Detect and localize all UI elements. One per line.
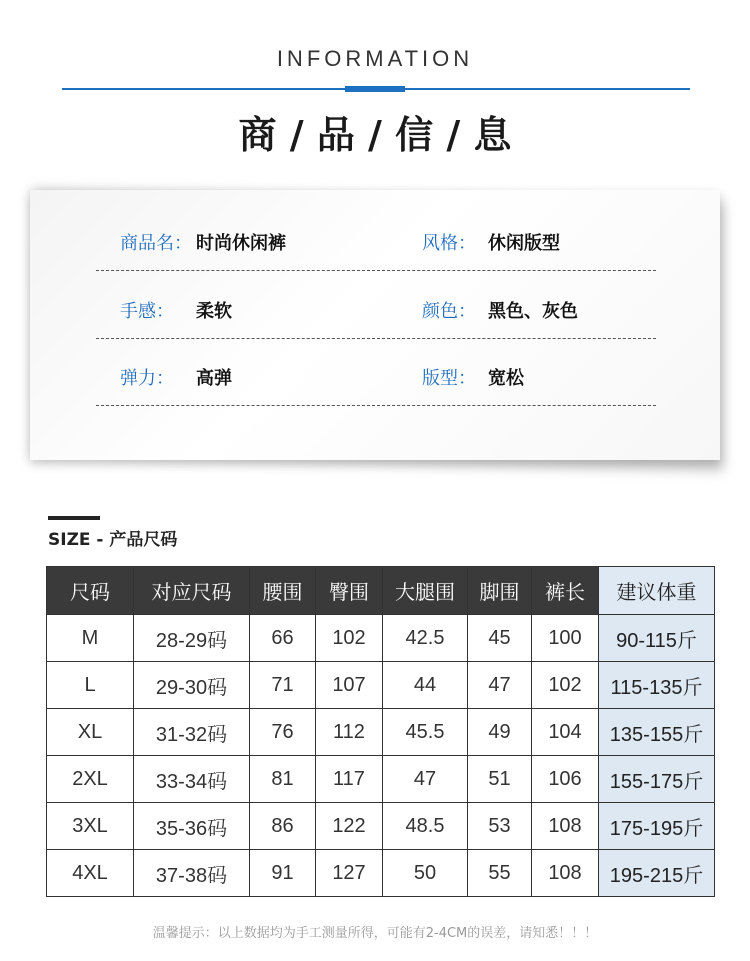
info-divider <box>96 338 656 339</box>
size-title-bar <box>48 516 100 520</box>
cell-length: 108 <box>532 803 599 850</box>
cell-size: 2XL <box>47 756 134 803</box>
cell-thigh: 45.5 <box>383 709 468 756</box>
cell-weight: 155-175斤 <box>599 756 715 803</box>
header-size: 尺码 <box>47 567 134 615</box>
info-divider <box>96 270 656 271</box>
cell-weight: 135-155斤 <box>599 709 715 756</box>
info-label-feel: 手感： <box>120 301 174 322</box>
cell-hip: 127 <box>316 850 383 897</box>
header-hip: 臀围 <box>316 567 383 615</box>
info-row-2 <box>96 297 656 327</box>
header-thigh: 大腿围 <box>383 567 468 615</box>
cell-waist: 86 <box>250 803 316 850</box>
cell-thigh: 42.5 <box>383 615 468 662</box>
cell-weight: 115-135斤 <box>599 662 715 709</box>
info-label-elasticity: 弹力： <box>120 368 174 389</box>
header-leg-opening: 脚围 <box>468 567 532 615</box>
cell-leg-opening: 55 <box>468 850 532 897</box>
info-label-fit: 版型： <box>422 368 476 389</box>
table-row <box>47 803 715 850</box>
header-length: 裤长 <box>532 567 599 615</box>
cell-weight: 195-215斤 <box>599 850 715 897</box>
cell-waist: 91 <box>250 850 316 897</box>
info-value-color: 黑色、灰色 <box>488 301 578 322</box>
heading-divider-accent <box>345 86 405 92</box>
cell-length: 108 <box>532 850 599 897</box>
product-info-title: 商 / 品 / 信 / 息 <box>238 113 512 157</box>
info-label-name: 商品名： <box>120 233 192 254</box>
cell-matching-size: 37-38码 <box>134 850 250 897</box>
cell-matching-size: 29-30码 <box>134 662 250 709</box>
info-row-3 <box>96 364 656 394</box>
cell-size: XL <box>47 709 134 756</box>
cell-matching-size: 31-32码 <box>134 709 250 756</box>
info-value-elasticity: 高弹 <box>196 368 232 389</box>
cell-leg-opening: 53 <box>468 803 532 850</box>
info-divider <box>96 405 656 406</box>
cell-size: 4XL <box>47 850 134 897</box>
cell-length: 102 <box>532 662 599 709</box>
cell-thigh: 47 <box>383 756 468 803</box>
size-section-title: SIZE - 产品尺码 <box>48 530 178 550</box>
info-row-1 <box>96 229 656 259</box>
cell-hip: 107 <box>316 662 383 709</box>
cell-matching-size: 35-36码 <box>134 803 250 850</box>
cell-leg-opening: 47 <box>468 662 532 709</box>
cell-leg-opening: 45 <box>468 615 532 662</box>
cell-thigh: 50 <box>383 850 468 897</box>
table-row <box>47 662 715 709</box>
table-row <box>47 850 715 897</box>
info-value-style: 休闲版型 <box>488 233 560 254</box>
header-matching-size: 对应尺码 <box>134 567 250 615</box>
cell-weight: 175-195斤 <box>599 803 715 850</box>
size-table <box>46 566 715 897</box>
cell-thigh: 48.5 <box>383 803 468 850</box>
cell-leg-opening: 51 <box>468 756 532 803</box>
info-value-name: 时尚休闲裤 <box>196 233 286 254</box>
header-waist: 腰围 <box>250 567 316 615</box>
cell-hip: 117 <box>316 756 383 803</box>
cell-weight: 90-115斤 <box>599 615 715 662</box>
cell-thigh: 44 <box>383 662 468 709</box>
cell-length: 104 <box>532 709 599 756</box>
info-label-color: 颜色： <box>422 301 476 322</box>
cell-waist: 81 <box>250 756 316 803</box>
measurement-note: 温馨提示：以上数据均为手工测量所得，可能有2-4CM的误差，请知悉！！！ <box>152 926 598 941</box>
cell-hip: 122 <box>316 803 383 850</box>
cell-hip: 102 <box>316 615 383 662</box>
table-row <box>47 709 715 756</box>
cell-matching-size: 28-29码 <box>134 615 250 662</box>
cell-leg-opening: 49 <box>468 709 532 756</box>
cell-waist: 71 <box>250 662 316 709</box>
info-value-fit: 宽松 <box>488 368 524 389</box>
cell-size: L <box>47 662 134 709</box>
cell-waist: 76 <box>250 709 316 756</box>
info-value-feel: 柔软 <box>196 301 232 322</box>
size-table-header <box>47 567 715 615</box>
table-row <box>47 756 715 803</box>
cell-hip: 112 <box>316 709 383 756</box>
cell-waist: 66 <box>250 615 316 662</box>
cell-size: 3XL <box>47 803 134 850</box>
info-label-style: 风格： <box>422 233 476 254</box>
information-heading: INFORMATION <box>276 46 474 71</box>
cell-matching-size: 33-34码 <box>134 756 250 803</box>
table-row <box>47 615 715 662</box>
cell-length: 100 <box>532 615 599 662</box>
cell-size: M <box>47 615 134 662</box>
cell-length: 106 <box>532 756 599 803</box>
header-weight: 建议体重 <box>599 567 715 615</box>
